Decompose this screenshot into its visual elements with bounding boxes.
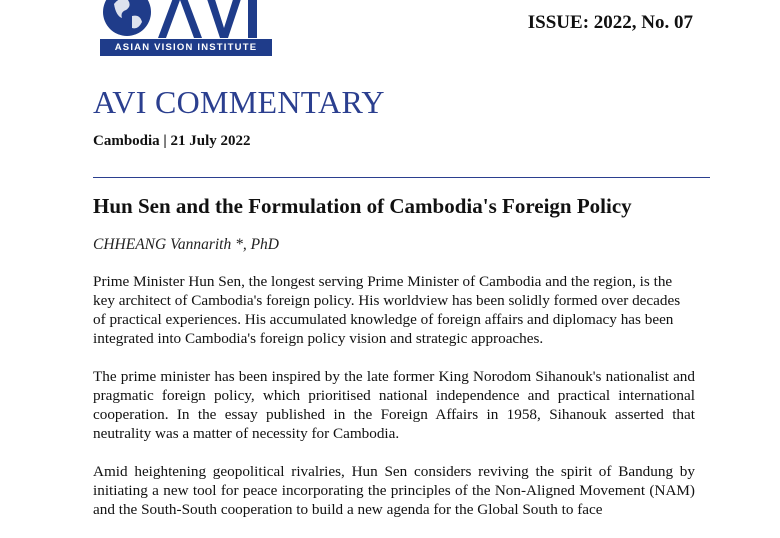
paragraph-2: The prime minister has been inspired by the late former King Norodom Sihanouk's nationalist and pragmatic foreign policy, which prioritised national independence and practical international cooperation. In the essay published in the Foreign Affairs in 1958, Sihanouk asserted that neutrality was a matter of necessity for Cambodia. bbox=[93, 368, 695, 442]
globe-logo-icon bbox=[100, 0, 270, 42]
institute-name: ASIAN VISION INSTITUTE bbox=[114, 42, 258, 53]
article-headline: Hun Sen and the Formulation of Cambodia's Foreign Policy bbox=[93, 194, 632, 218]
series-title: AVI COMMENTARY bbox=[93, 84, 385, 120]
article-body bbox=[93, 272, 695, 538]
author-byline: CHHEANG Vannarith *, PhD bbox=[93, 236, 279, 253]
dateline: Cambodia | 21 July 2022 bbox=[93, 133, 251, 149]
issue-number: ISSUE: 2022, No. 07 bbox=[527, 12, 693, 33]
institute-name-bar bbox=[100, 39, 272, 56]
divider bbox=[93, 177, 710, 178]
paragraph-3: Amid heightening geopolitical rivalries, Hun Sen considers reviving the spirit of Bandung by initiating a new tool for peace incorporating the principles of the Non-Aligned Movement (NAM) and the South-South cooperation to build a new agenda for the Global South to face bbox=[93, 463, 695, 518]
paragraph-1: Prime Minister Hun Sen, the longest serving Prime Minister of Cambodia and the region, is the key architect of Cambodia's foreign policy. His worldview has been solidly formed over decades of practical experiences. His accumulated knowledge of foreign affairs and diplomacy has been integrated into Cambodia's foreign policy vision and strategic approaches. bbox=[93, 273, 681, 347]
